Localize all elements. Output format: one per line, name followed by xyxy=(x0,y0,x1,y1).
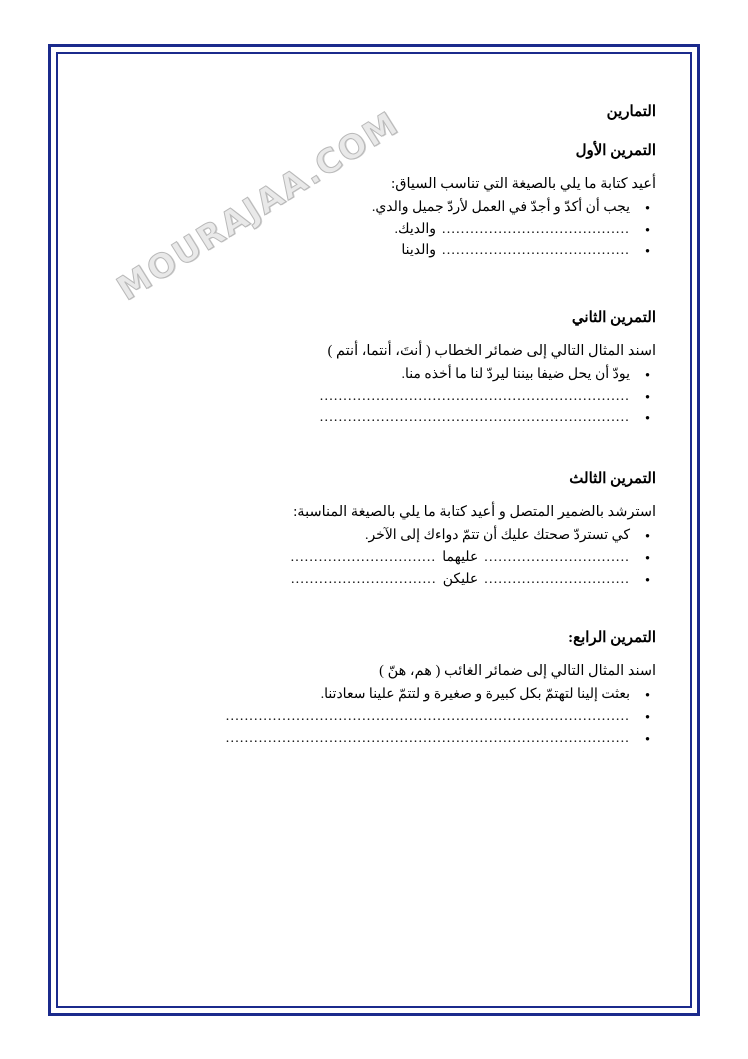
exercise-section-2 xyxy=(92,308,656,429)
list-item xyxy=(92,197,656,219)
exercise-section-1 xyxy=(92,141,656,262)
answer-dots-before: ...................................................................................... xyxy=(225,708,630,724)
answer-word: والدينا xyxy=(401,243,436,259)
list-item xyxy=(92,569,656,591)
example-sentence: يودّ أن يحل ضيفا بيننا ليردّ لنا ما أخذه منا. xyxy=(401,367,630,383)
document-content xyxy=(70,78,678,982)
answer-dots-before: .................................................................. xyxy=(319,410,630,426)
list-item xyxy=(92,684,656,706)
list-item xyxy=(92,240,656,262)
answer-dots-before: .................................................................. xyxy=(319,388,630,404)
exercise-title-4: التمرين الرابع: xyxy=(568,630,656,647)
answer-dots-before: ........................................ xyxy=(442,243,630,259)
exercise-instruction-1: أعيد كتابة ما يلي بالصيغة التي تناسب السياق: xyxy=(391,176,656,192)
exercise-items-2 xyxy=(92,364,656,429)
exercise-instruction-4: اسند المثال التالي إلى ضمائر الغائب ( هم، هنّ ) xyxy=(379,663,656,680)
answer-dots-before: ...................................................................................... xyxy=(225,730,630,746)
answer-dots-after: ............................... xyxy=(290,571,437,587)
example-sentence: يجب أن أكدّ و أجدّ في العمل لأردّ جميل والدي. xyxy=(371,200,630,215)
answer-word: عليكن xyxy=(442,571,479,587)
exercise-title-2: التمرين الثاني xyxy=(571,310,656,327)
exercise-section-4 xyxy=(92,628,656,749)
exercise-items-3 xyxy=(92,525,656,590)
watermark: MOURAJAA.COM xyxy=(110,103,406,309)
exercise-section-3 xyxy=(92,469,656,590)
list-item xyxy=(92,386,656,408)
exercise-instruction-2: اسند المثال التالي إلى ضمائر الخطاب ( أنتَ، أنتما، أنتم ) xyxy=(327,343,656,360)
answer-dots-before: ............................... xyxy=(484,549,630,565)
exercise-title-3: التمرين الثالث xyxy=(569,471,656,488)
list-item xyxy=(92,547,656,569)
list-item xyxy=(92,219,656,241)
example-sentence: بعثت إلينا لتهتمّ بكل كبيرة و صغيرة و لتتمّ علينا سعادتنا. xyxy=(320,687,630,703)
answer-word: والديك. xyxy=(394,221,436,237)
answer-word: عليهما xyxy=(442,549,479,565)
answer-dots-after: ............................... xyxy=(290,549,437,565)
answer-dots-before: ........................................ xyxy=(442,221,630,237)
page-title: التمارين xyxy=(606,104,656,120)
exercise-instruction-3: استرشد بالضمير المتصل و أعيد كتابة ما يلي بالصيغة المناسبة: xyxy=(293,504,656,521)
exercise-title-1: التمرين الأول xyxy=(575,143,656,159)
list-item xyxy=(92,525,656,547)
list-item xyxy=(92,728,656,750)
list-item xyxy=(92,364,656,386)
exercise-items-4 xyxy=(92,684,656,749)
list-item xyxy=(92,706,656,728)
exercise-items-1 xyxy=(92,197,656,262)
answer-dots-before: ............................... xyxy=(484,571,630,587)
example-sentence: كي تستردّ صحتك عليك أن تتمّ دواءك إلى الآخر. xyxy=(364,528,630,544)
list-item xyxy=(92,407,656,429)
